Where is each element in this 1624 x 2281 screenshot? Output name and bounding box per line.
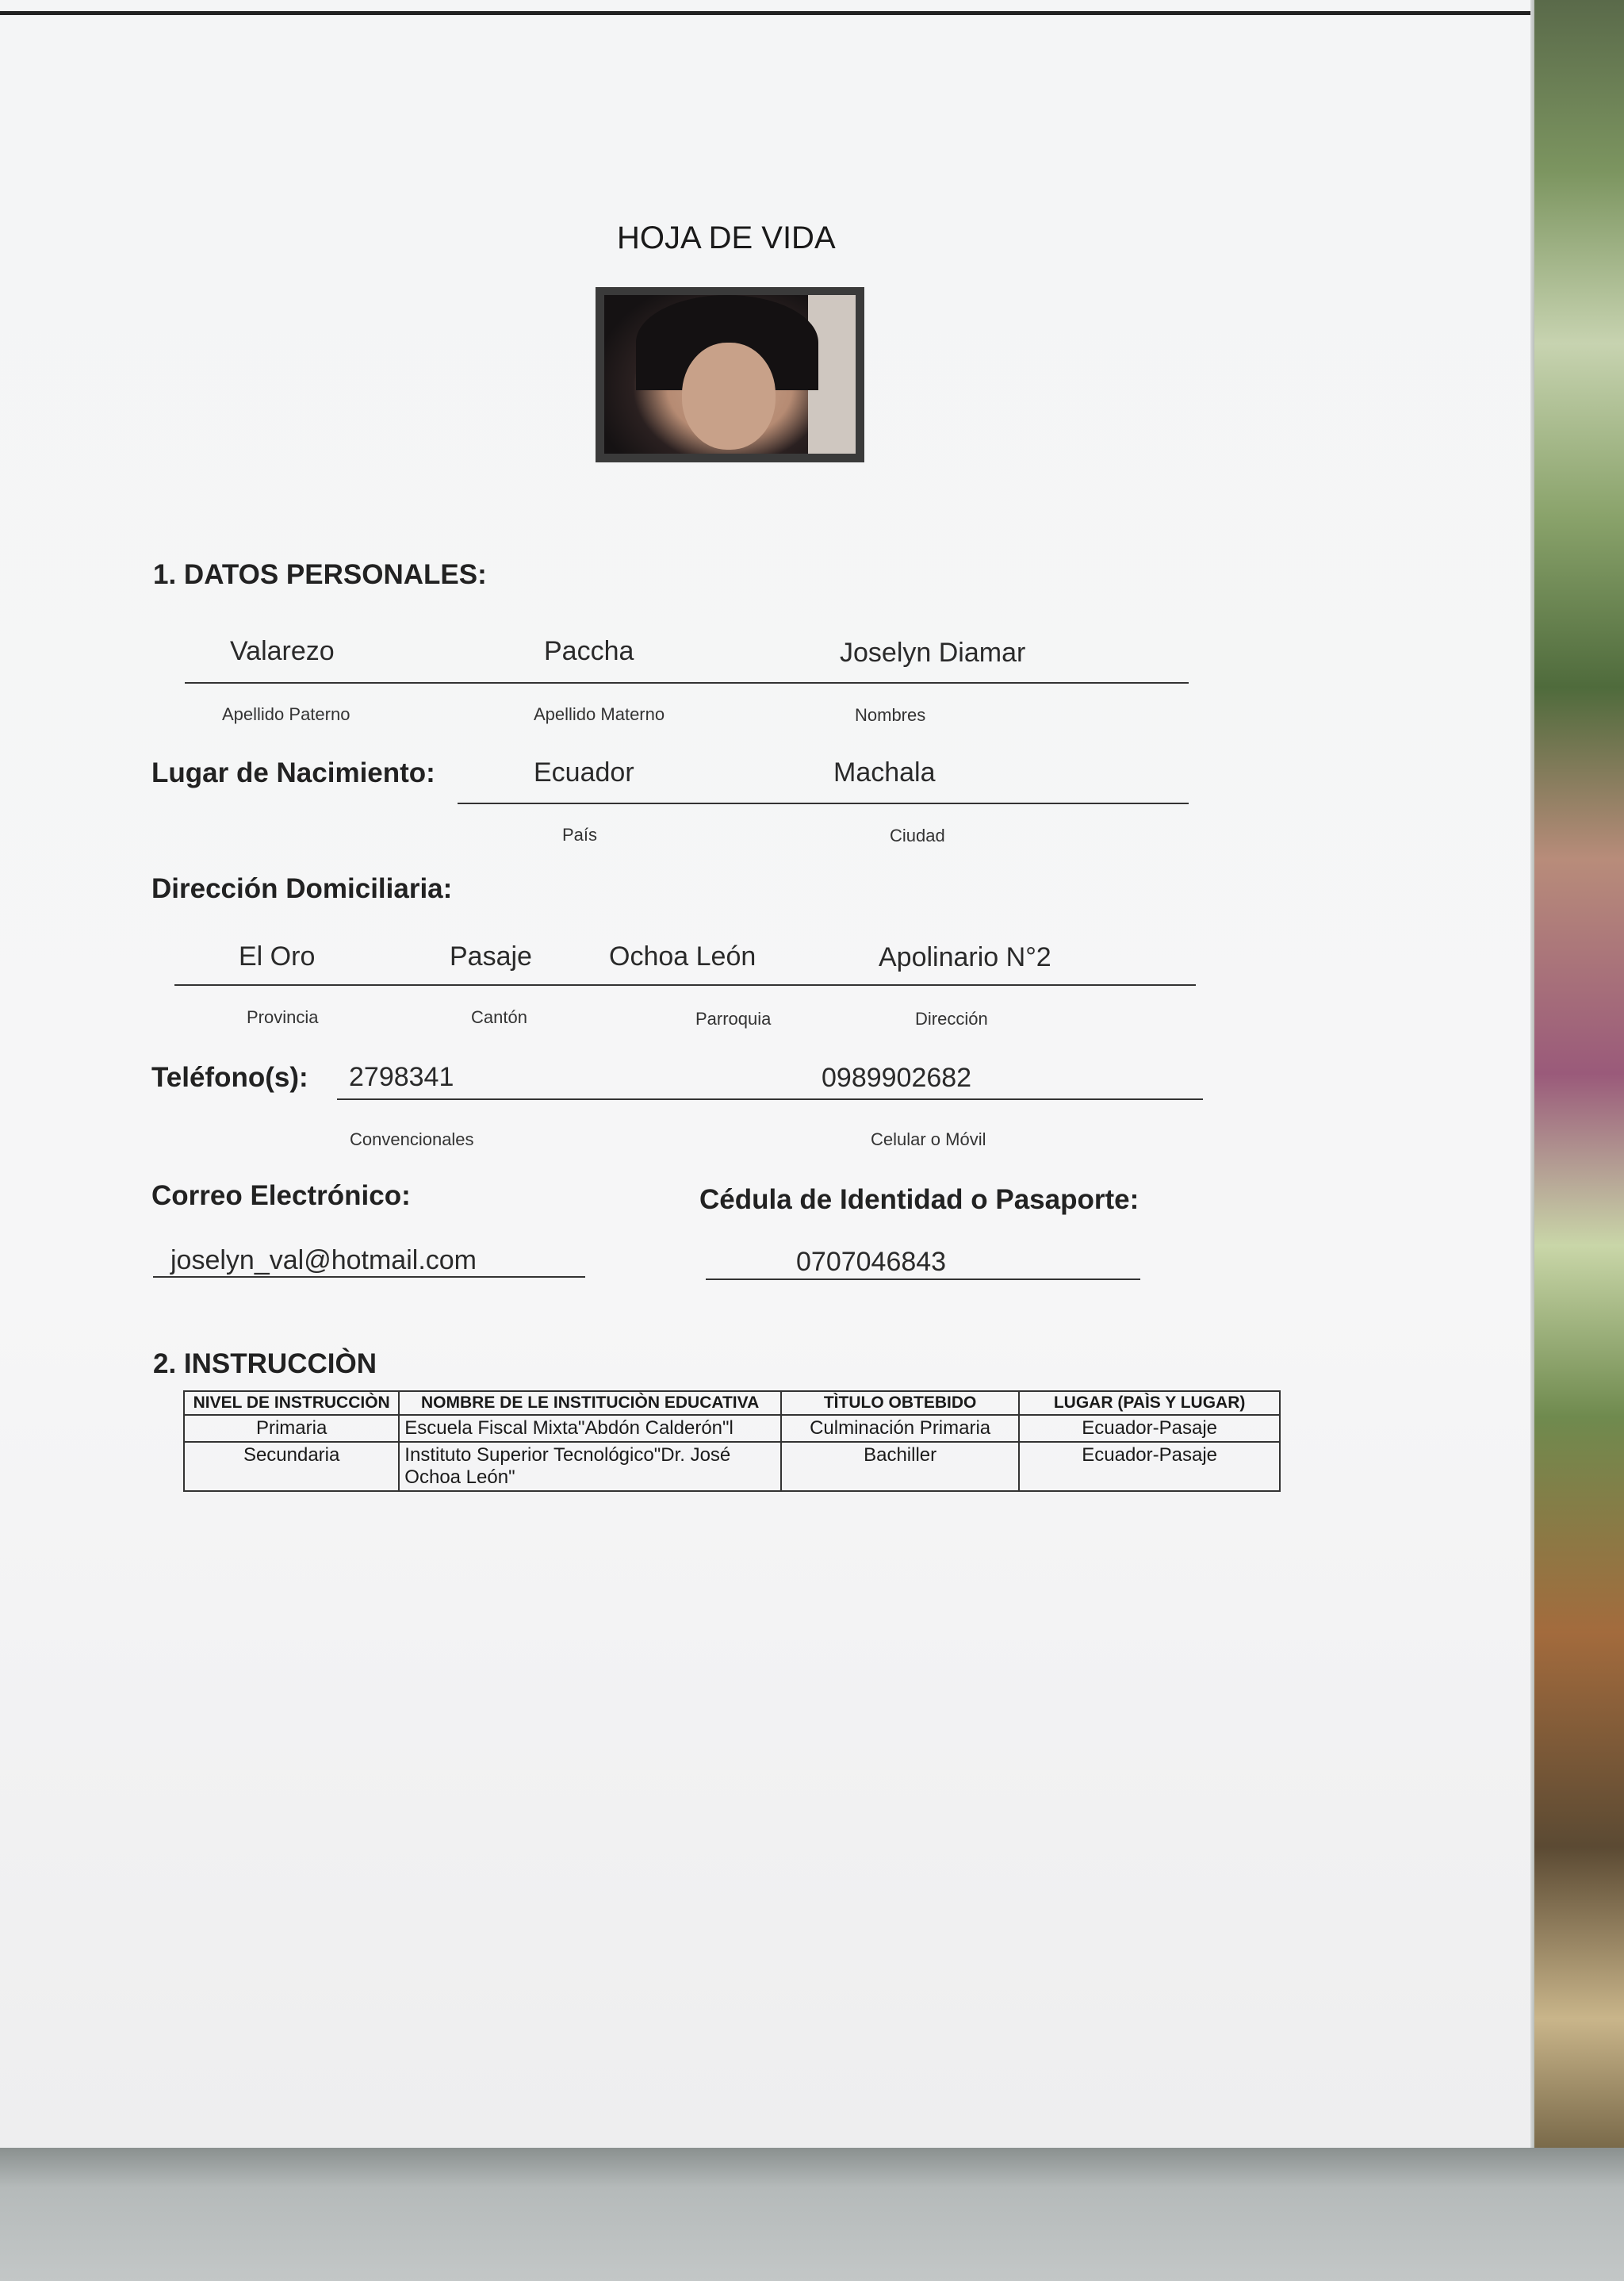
section-heading-instruccion: 2. INSTRUCCIÒN xyxy=(153,1348,377,1379)
ciudad-label: Ciudad xyxy=(890,826,945,845)
nombres-label: Nombres xyxy=(855,705,926,725)
phone-underline xyxy=(337,1098,1203,1100)
nombres-value: Joselyn Diamar xyxy=(840,638,1026,668)
ciudad-value: Machala xyxy=(833,757,936,788)
parroquia-value: Ochoa León xyxy=(609,941,756,972)
profile-photo xyxy=(604,295,856,454)
table-cell: Secundaria xyxy=(184,1442,399,1491)
telefono-celular-value: 0989902682 xyxy=(822,1063,972,1093)
correo-value: joselyn_val@hotmail.com xyxy=(170,1245,477,1275)
direccion-label: Dirección xyxy=(915,1009,988,1029)
names-underline xyxy=(185,682,1189,684)
apellido-paterno-value: Valarezo xyxy=(230,636,335,666)
parroquia-label: Parroquia xyxy=(695,1009,772,1029)
section-heading-personal: 1. DATOS PERSONALES: xyxy=(153,559,487,590)
table-row xyxy=(184,1415,1280,1442)
address-underline xyxy=(174,984,1196,986)
pais-label: País xyxy=(562,825,598,845)
cedula-label: Cédula de Identidad o Pasaporte: xyxy=(699,1184,1139,1215)
table-header: NIVEL DE INSTRUCCIÒN xyxy=(184,1391,399,1415)
email-underline xyxy=(153,1276,585,1278)
education-table xyxy=(183,1390,1281,1492)
provincia-label: Provincia xyxy=(247,1007,319,1027)
birthplace-underline xyxy=(458,803,1189,804)
apellido-materno-value: Paccha xyxy=(544,636,634,666)
table-header: LUGAR (PAÌS Y LUGAR) xyxy=(1019,1391,1280,1415)
table-cell: Instituto Superior Tecnológico"Dr. José Ochoa León" xyxy=(399,1442,781,1491)
table-row xyxy=(184,1442,1280,1491)
table-cell: Ecuador-Pasaje xyxy=(1019,1442,1280,1491)
cedula-value: 0707046843 xyxy=(796,1247,947,1277)
scan-bottom-margin xyxy=(0,2148,1624,2281)
convencionales-label: Convencionales xyxy=(350,1129,474,1149)
canton-label: Cantón xyxy=(471,1007,527,1027)
apellido-materno-label: Apellido Materno xyxy=(534,704,665,724)
scan-top-edge xyxy=(0,11,1534,15)
table-cell: Bachiller xyxy=(781,1442,1019,1491)
table-cell: Culminación Primaria xyxy=(781,1415,1019,1442)
direccion-value: Apolinario N°2 xyxy=(879,942,1051,972)
provincia-value: El Oro xyxy=(239,941,316,972)
table-cell: Ecuador-Pasaje xyxy=(1019,1415,1280,1442)
table-cell: Escuela Fiscal Mixta"Abdón Calderón"l xyxy=(399,1415,781,1442)
cedula-underline xyxy=(706,1279,1140,1280)
table-cell: Primaria xyxy=(184,1415,399,1442)
telefono-label: Teléfono(s): xyxy=(151,1062,308,1093)
table-header: NOMBRE DE LE INSTITUCIÒN EDUCATIVA xyxy=(399,1391,781,1415)
lugar-nacimiento-label: Lugar de Nacimiento: xyxy=(151,757,435,788)
background-cover-image xyxy=(1534,0,1624,2148)
correo-label: Correo Electrónico: xyxy=(151,1180,411,1211)
celular-label: Celular o Móvil xyxy=(871,1129,986,1149)
apellido-paterno-label: Apellido Paterno xyxy=(222,704,350,724)
canton-value: Pasaje xyxy=(450,941,532,972)
telefono-convencional-value: 2798341 xyxy=(349,1062,454,1092)
table-header-row xyxy=(184,1391,1280,1415)
table-header: TÌTULO OBTEBIDO xyxy=(781,1391,1019,1415)
pais-value: Ecuador xyxy=(534,757,634,788)
page-title: HOJA DE VIDA xyxy=(617,220,836,255)
direccion-domiciliaria-label: Dirección Domiciliaria: xyxy=(151,873,453,904)
